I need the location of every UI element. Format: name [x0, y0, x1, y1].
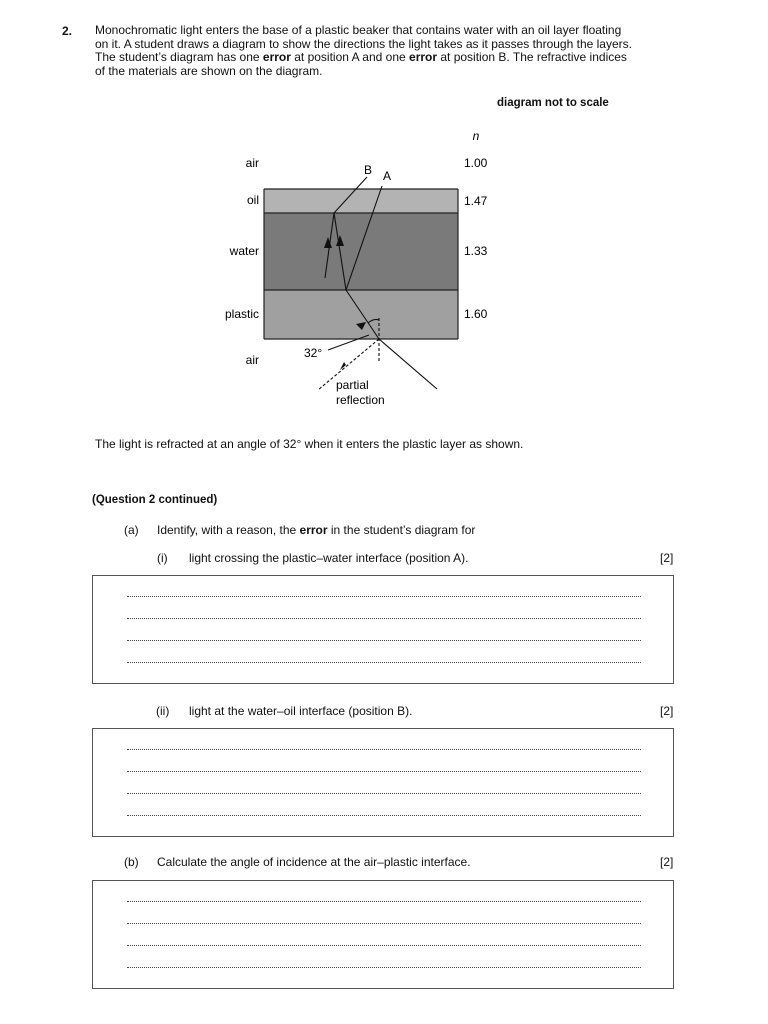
question-number: 2.	[62, 24, 73, 38]
part-a-text	[157, 523, 475, 537]
label-plastic: plastic	[224, 307, 259, 321]
part-a-error-word: error	[299, 523, 328, 537]
label-oil: oil	[246, 193, 259, 207]
part-b-text: Calculate the angle of incidence at the air–plastic interface.	[157, 855, 471, 869]
n-symbol: n	[472, 129, 480, 143]
n-water: 1.33	[464, 244, 488, 258]
part-a-text-1: Identify, with a reason, the	[157, 523, 300, 537]
n-oil: 1.47	[464, 194, 488, 208]
answer-line[interactable]	[127, 901, 641, 902]
answer-line[interactable]	[127, 967, 641, 968]
part-a-ii-marks: [2]	[660, 704, 674, 718]
answer-box-a-i[interactable]	[92, 575, 674, 684]
label-angle: 32°	[304, 346, 323, 360]
refraction-note: The light is refracted at an angle of 32° when it enters the plastic layer as shown.	[95, 437, 524, 451]
label-position-a: A	[383, 169, 392, 183]
answer-line[interactable]	[127, 596, 641, 597]
part-a-i-text: light crossing the plastic–water interface (position A).	[189, 551, 469, 565]
answer-line[interactable]	[127, 618, 641, 619]
layer-oil	[264, 189, 458, 213]
answer-line[interactable]	[127, 662, 641, 663]
answer-line[interactable]	[127, 945, 641, 946]
intro-text-3: at position B. The refractive indices of the materials are shown on the diagram.	[95, 50, 627, 78]
answer-line[interactable]	[127, 771, 641, 772]
layer-plastic	[264, 290, 458, 339]
answer-line[interactable]	[127, 749, 641, 750]
intro-text-2: at position A and one	[290, 50, 410, 64]
part-a-text-2: in the student’s diagram for	[327, 523, 476, 537]
answer-box-a-ii[interactable]	[92, 728, 674, 837]
intro-error-word-2: error	[409, 50, 438, 64]
part-a-ii-text: light at the water–oil interface (position B).	[189, 704, 413, 718]
n-plastic: 1.60	[464, 307, 488, 321]
refraction-diagram	[0, 0, 768, 420]
label-air-top: air	[245, 156, 259, 170]
intro-text-1: Monochromatic light enters the base of a plastic beaker that contains water with an oil layer floating on it. A student draws a diagram to show the directions the light takes as it passes through the layers. The student’s diagram has one	[95, 23, 632, 64]
part-a-ii-label: (ii)	[156, 704, 170, 718]
label-air-bottom: air	[245, 353, 259, 367]
label-reflection: reflection	[336, 393, 385, 407]
answer-line[interactable]	[127, 640, 641, 641]
label-water: water	[229, 244, 259, 258]
label-position-b: B	[364, 163, 373, 177]
answer-line[interactable]	[127, 815, 641, 816]
label-partial: partial	[336, 378, 369, 392]
part-b-marks: [2]	[660, 855, 674, 869]
question-continued: (Question 2 continued)	[92, 494, 218, 506]
answer-box-b[interactable]	[92, 880, 674, 989]
answer-line[interactable]	[127, 793, 641, 794]
part-a-i-marks: [2]	[660, 551, 674, 565]
answer-line[interactable]	[127, 923, 641, 924]
part-b-label: (b)	[124, 855, 139, 869]
part-a-i-label: (i)	[157, 551, 168, 565]
intro-error-word-1: error	[262, 50, 291, 64]
n-air: 1.00	[464, 156, 488, 170]
incident-ray	[379, 339, 437, 389]
layer-water	[264, 213, 458, 290]
part-a-label: (a)	[124, 523, 139, 537]
diagram-note: diagram not to scale	[497, 97, 609, 109]
